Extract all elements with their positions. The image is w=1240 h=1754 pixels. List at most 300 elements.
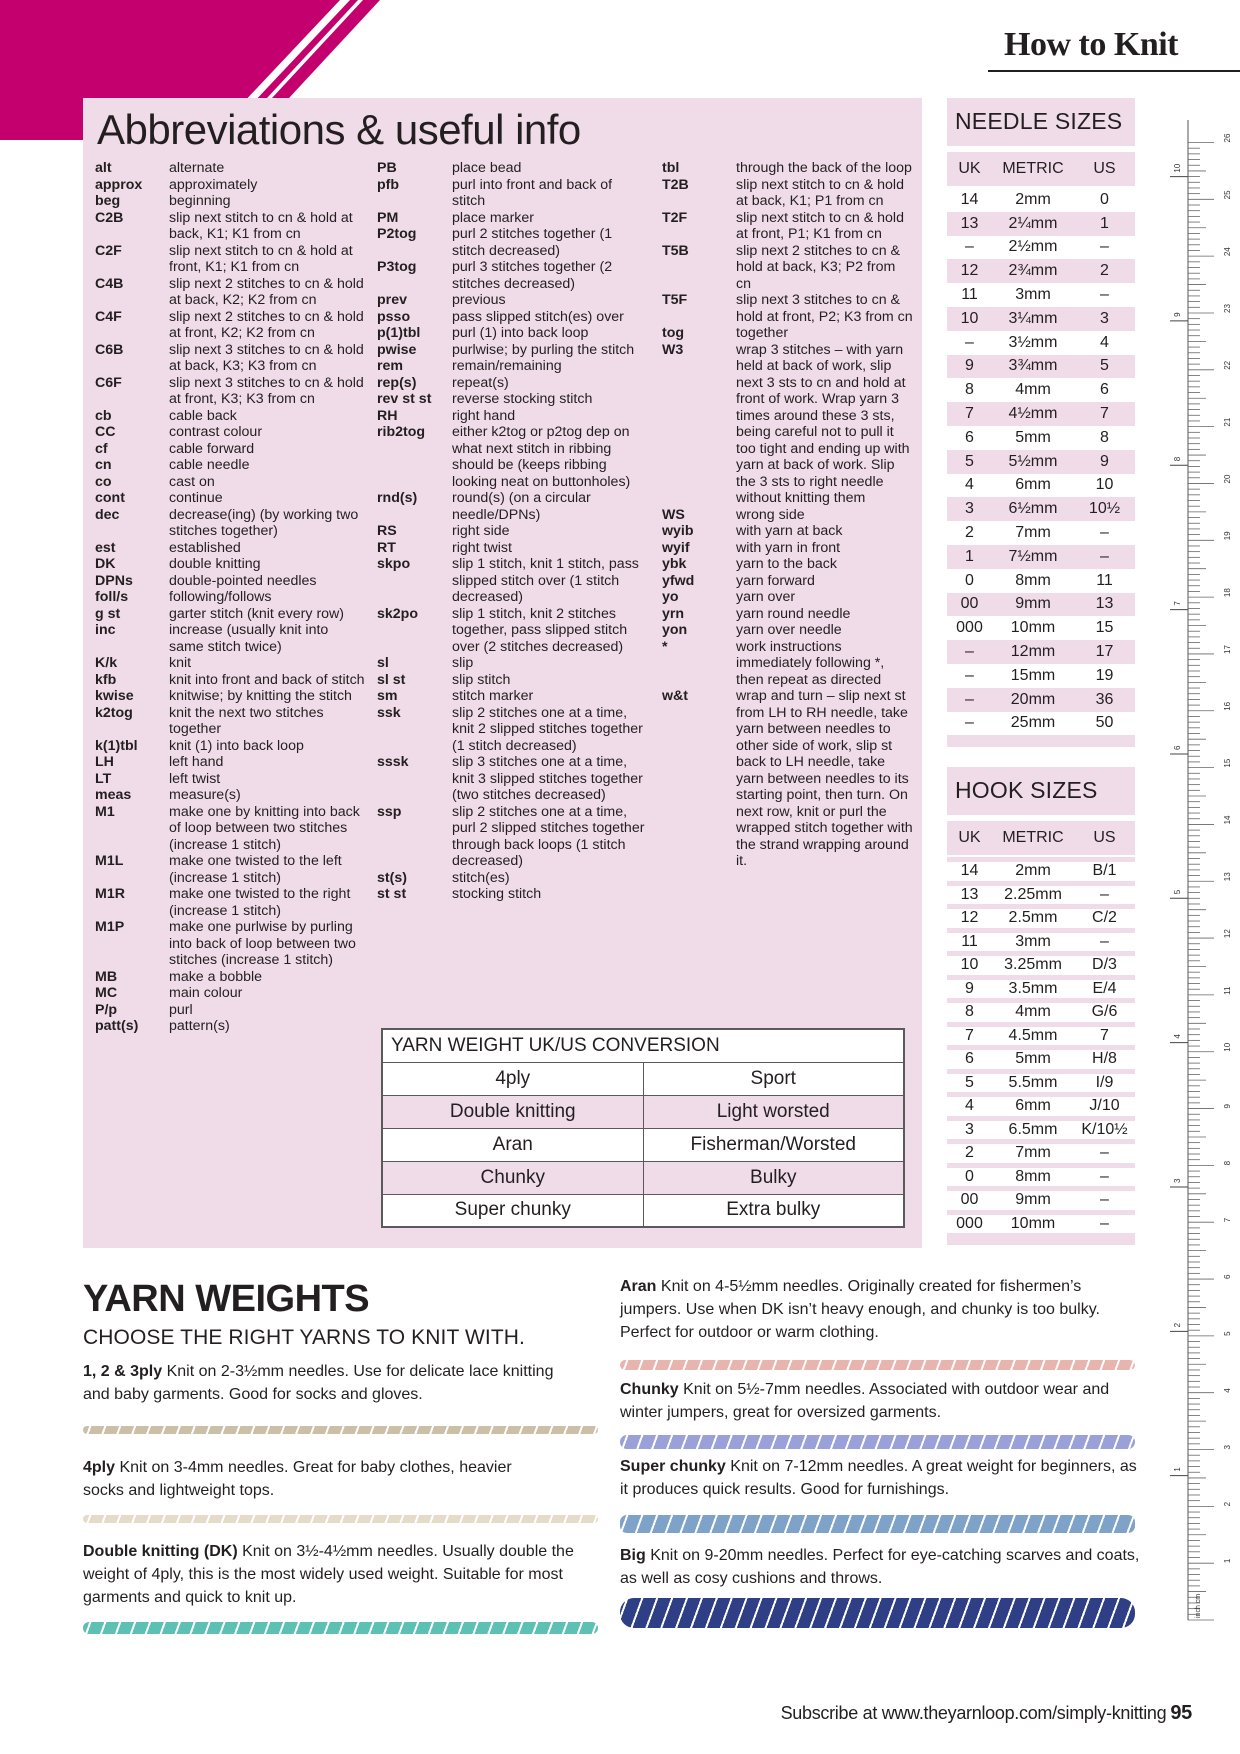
abbreviation-term: DK bbox=[95, 556, 116, 572]
uk-size: 6 bbox=[965, 428, 974, 446]
ruler-cm-label: 14 bbox=[1223, 815, 1232, 825]
uk-size: 11 bbox=[961, 932, 978, 950]
size-row bbox=[947, 474, 1135, 498]
header-rule bbox=[988, 70, 1240, 72]
abbreviations-column-1 bbox=[95, 160, 365, 1035]
us-size: – bbox=[1100, 1214, 1109, 1232]
abbreviation-entry bbox=[377, 226, 647, 259]
abbreviation-entry bbox=[95, 1018, 365, 1035]
yarn-weight-name: Double knitting (DK) bbox=[83, 1543, 238, 1560]
uk-size: 12 bbox=[960, 909, 979, 927]
abbreviation-definition: increase (usually knit into same stitch twice) bbox=[169, 622, 329, 655]
abbreviation-term: C4F bbox=[95, 308, 122, 325]
abbreviation-term: est bbox=[95, 539, 116, 556]
abbreviation-entry bbox=[377, 292, 647, 309]
ruler-cm-label: 12 bbox=[1223, 929, 1232, 939]
yarn-weight-description: Knit on 5½-7mm needles. Associated with outdoor wear and winter jumpers, great for oversized garments. bbox=[620, 1381, 1110, 1421]
size-row bbox=[947, 497, 1135, 521]
abbreviation-definition: purlwise; by purling the stitch bbox=[452, 341, 635, 358]
metric-size: 6mm bbox=[1015, 476, 1051, 494]
hook-sizes-panel bbox=[947, 767, 1135, 1245]
abbreviation-term: sm bbox=[377, 688, 398, 704]
abbreviation-entry bbox=[95, 474, 365, 491]
metric-size: 6.5mm bbox=[1008, 1120, 1058, 1138]
us-size: I/9 bbox=[1095, 1073, 1114, 1091]
abbreviation-term: wyif bbox=[662, 539, 690, 556]
yarn-sample-1-2-3ply bbox=[83, 1426, 598, 1434]
abbreviation-term: C2B bbox=[95, 209, 124, 226]
abbreviation-definition: knit the next two stitches together bbox=[169, 704, 324, 737]
abbreviation-definition: purl into front and back of stitch bbox=[452, 176, 613, 209]
abbreviation-entry bbox=[95, 886, 365, 919]
abbreviation-entry bbox=[662, 210, 914, 243]
size-row bbox=[947, 545, 1135, 569]
us-size: 3 bbox=[1100, 309, 1109, 327]
abbreviation-term: RS bbox=[377, 523, 397, 539]
abbreviation-term: kfb bbox=[95, 671, 117, 688]
abbreviation-entry bbox=[662, 639, 914, 689]
size-row bbox=[947, 1092, 1135, 1116]
metric-size: 4mm bbox=[1015, 1003, 1051, 1021]
abbreviation-term: sl bbox=[377, 655, 389, 671]
abbreviation-definition: slip next 3 stitches to cn & hold at front, P2; K3 from cn bbox=[736, 292, 913, 325]
abbreviation-term: RH bbox=[377, 407, 398, 424]
yarn-sample-big bbox=[620, 1598, 1135, 1628]
yarn-weight-name: Big bbox=[620, 1547, 646, 1564]
abbreviation-definition: pass slipped stitch(es) over bbox=[452, 308, 624, 325]
metric-size: 2¾mm bbox=[1008, 262, 1058, 280]
abbreviation-definition: right twist bbox=[452, 539, 512, 556]
abbreviation-term: MC bbox=[95, 985, 118, 1001]
abbreviation-term: k2tog bbox=[95, 704, 133, 721]
abbreviation-definition: purl bbox=[169, 1001, 193, 1018]
ruler-inch-label: 1 bbox=[1173, 1467, 1182, 1472]
metric-size: 9mm bbox=[1015, 1191, 1051, 1209]
abbreviation-definition: established bbox=[169, 539, 241, 556]
abbreviation-term: C6B bbox=[95, 341, 124, 358]
abbreviation-entry bbox=[95, 589, 365, 606]
abbreviation-term: LT bbox=[95, 770, 112, 787]
abbreviation-entry bbox=[662, 507, 914, 524]
size-row bbox=[947, 998, 1135, 1022]
abbreviation-definition: yarn forward bbox=[736, 572, 815, 589]
abbreviation-definition: left twist bbox=[169, 770, 221, 787]
abbreviation-entry bbox=[95, 507, 365, 540]
abbreviation-entry bbox=[95, 342, 365, 375]
us-size: – bbox=[1100, 932, 1109, 950]
us-size: C/2 bbox=[1092, 909, 1117, 927]
metric-size: 3.25mm bbox=[1004, 956, 1062, 974]
abbreviation-entry bbox=[662, 243, 914, 293]
hook-sizes-title: HOOK SIZES bbox=[947, 767, 1135, 815]
conversion-us-cell: Extra bulky bbox=[643, 1194, 904, 1227]
abbreviation-term: dec bbox=[95, 506, 120, 523]
abbreviation-term: M1P bbox=[95, 919, 125, 935]
abbreviation-entry bbox=[662, 342, 914, 507]
uk-size: – bbox=[965, 714, 974, 732]
ruler-inch-label: 3 bbox=[1173, 1178, 1182, 1183]
abbreviation-term: T2F bbox=[662, 209, 688, 226]
abbreviation-term: T2B bbox=[662, 176, 689, 193]
size-row bbox=[947, 928, 1135, 952]
abbreviation-term: foll/s bbox=[95, 589, 129, 605]
abbreviation-term: P2tog bbox=[377, 226, 417, 242]
us-size: – bbox=[1100, 1167, 1109, 1185]
abbreviation-definition: following/follows bbox=[169, 589, 272, 605]
yarn-weight-description: Knit on 7-12mm needles. A great weight for beginners, as it produces quick results. Good for furnishings. bbox=[620, 1458, 1137, 1498]
yarn-sample-dk bbox=[83, 1622, 598, 1634]
abbreviation-definition: slip next 3 stitches to cn & hold at front, K3; K3 from cn bbox=[169, 374, 364, 407]
size-row bbox=[947, 259, 1135, 283]
abbreviation-entry bbox=[95, 540, 365, 557]
yarn-weight-description: Knit on 4-5½mm needles. Originally created for fishermen’s jumpers. Use when DK isn’t heavy enough, and chunky is too bulky. Perfect for outdoor or warm clothing. bbox=[620, 1278, 1100, 1341]
yarn-weight-item bbox=[83, 1540, 598, 1609]
us-size: 0 bbox=[1100, 190, 1109, 208]
abbreviation-entry bbox=[95, 787, 365, 804]
metric-size: 7½mm bbox=[1008, 547, 1058, 565]
size-row bbox=[947, 1186, 1135, 1210]
abbreviation-term: C4B bbox=[95, 275, 124, 292]
us-size: 4 bbox=[1100, 333, 1109, 351]
abbreviation-definition: yarn to the back bbox=[736, 556, 837, 572]
abbreviation-definition: knit (1) into back loop bbox=[169, 737, 304, 754]
abbreviation-definition: place marker bbox=[452, 209, 535, 226]
ruler-cm-label: 4 bbox=[1223, 1388, 1232, 1393]
abbreviation-term: MB bbox=[95, 968, 118, 985]
abbreviations-column-3 bbox=[662, 160, 914, 870]
metric-size: 2mm bbox=[1015, 190, 1051, 208]
metric-size: 3¾mm bbox=[1008, 357, 1058, 375]
abbreviation-definition: slip next 2 stitches to cn & hold at back, K2; K2 from cn bbox=[169, 275, 364, 308]
conversion-row bbox=[382, 1128, 904, 1161]
abbreviation-entry bbox=[662, 589, 914, 606]
header-uk: UK bbox=[958, 829, 981, 846]
us-size: 10 bbox=[1095, 476, 1114, 494]
abbreviation-term: C6F bbox=[95, 374, 122, 391]
abbreviation-entry bbox=[377, 705, 647, 755]
abbreviation-term: kwise bbox=[95, 688, 134, 704]
abbreviation-definition: slip 2 stitches one at a time, knit 2 slipped stitches together (1 stitch decreased) bbox=[452, 704, 643, 754]
us-size: 9 bbox=[1100, 452, 1109, 470]
yarn-weight-conversion-table bbox=[381, 1028, 905, 1228]
abbreviation-entry bbox=[95, 556, 365, 573]
abbreviation-term: CC bbox=[95, 424, 116, 440]
size-row bbox=[947, 904, 1135, 928]
us-size: 50 bbox=[1095, 714, 1114, 732]
yarn-weight-name: Aran bbox=[620, 1278, 657, 1295]
abbreviation-entry bbox=[377, 309, 647, 326]
abbreviation-term: meas bbox=[95, 787, 132, 803]
metric-size: 3mm bbox=[1015, 286, 1051, 304]
ruler-cm-label: 21 bbox=[1223, 417, 1232, 427]
metric-size: 20mm bbox=[1010, 690, 1056, 708]
abbreviation-term: psso bbox=[377, 308, 411, 325]
abbreviation-term: RT bbox=[377, 539, 396, 556]
ruler-cm-label: 10 bbox=[1223, 1042, 1232, 1052]
ruler-inch-label: 4 bbox=[1173, 1034, 1182, 1039]
abbreviation-term: C2F bbox=[95, 242, 122, 259]
metric-size: 2¼mm bbox=[1008, 214, 1058, 232]
abbreviation-term: pwise bbox=[377, 341, 417, 358]
us-size: 15 bbox=[1095, 619, 1114, 637]
abbreviation-term: PM bbox=[377, 209, 399, 226]
conversion-us-cell: Light worsted bbox=[643, 1095, 904, 1128]
subscribe-link[interactable]: Subscribe at www.theyarnloop.com/simply-knitting bbox=[780, 1703, 1167, 1723]
size-row bbox=[947, 331, 1135, 355]
size-row bbox=[947, 1045, 1135, 1069]
abbreviation-entry bbox=[377, 325, 647, 342]
abbreviation-definition: right side bbox=[452, 523, 510, 539]
ruler-cm-label: 20 bbox=[1223, 474, 1232, 484]
abbreviation-definition: knit into front and back of stitch bbox=[169, 671, 365, 688]
size-row bbox=[947, 283, 1135, 307]
ruler-cm-label: 7 bbox=[1223, 1217, 1232, 1223]
abbreviation-definition: stitch marker bbox=[452, 688, 534, 704]
yarn-weight-item bbox=[620, 1275, 1140, 1344]
metric-size: 8mm bbox=[1015, 571, 1051, 589]
uk-size: 7 bbox=[965, 405, 974, 423]
abbreviation-definition: wrong side bbox=[736, 506, 805, 523]
abbreviation-entry bbox=[377, 540, 647, 557]
abbreviation-entry bbox=[377, 490, 647, 523]
us-size: 1 bbox=[1100, 214, 1109, 232]
yarn-weight-name: 4ply bbox=[83, 1459, 116, 1476]
abbreviation-definition: knit bbox=[169, 655, 192, 671]
uk-size: – bbox=[965, 333, 974, 351]
uk-size: – bbox=[965, 643, 974, 661]
abbreviation-term: approx bbox=[95, 176, 143, 193]
metric-size: 6mm bbox=[1015, 1097, 1051, 1115]
abbreviation-entry bbox=[377, 556, 647, 606]
abbreviation-definition: cable forward bbox=[169, 440, 255, 457]
needle-sizes-panel bbox=[947, 98, 1135, 747]
us-size: 2 bbox=[1100, 262, 1109, 280]
metric-size: 8mm bbox=[1015, 1167, 1051, 1185]
uk-size: 5 bbox=[965, 1073, 974, 1091]
abbreviation-entry bbox=[377, 655, 647, 672]
abbreviation-definition: purl 2 stitches together (1 stitch decreased) bbox=[452, 226, 613, 259]
abbreviation-definition: make one purlwise by purling into back of loop between two stitches (increase 1 stitch) bbox=[169, 919, 356, 968]
abbreviation-entry bbox=[662, 160, 914, 177]
size-row bbox=[947, 975, 1135, 999]
ruler-cm-label: 13 bbox=[1223, 872, 1232, 882]
us-size: B/1 bbox=[1092, 862, 1117, 880]
abbreviation-entry bbox=[95, 919, 365, 969]
metric-size: 10mm bbox=[1010, 619, 1056, 637]
abbreviation-term: cf bbox=[95, 440, 108, 457]
yarn-sample-aran bbox=[620, 1360, 1135, 1370]
abbreviation-entry bbox=[95, 804, 365, 854]
conversion-uk-cell: Aran bbox=[382, 1128, 643, 1161]
size-row bbox=[947, 712, 1135, 736]
abbreviation-definition: wrap and turn – slip next st from LH to RH needle, take yarn between needles to other side of work, slip st back to LH needle, take yarn between needles to its starting point, then turn. On next row, knit or purl the wrapped stitch together with the strand wrapping around it. bbox=[736, 688, 913, 869]
metric-size: 5mm bbox=[1015, 428, 1051, 446]
size-row bbox=[947, 1163, 1135, 1187]
metric-size: 5½mm bbox=[1008, 452, 1058, 470]
abbreviation-definition: through the back of the loop bbox=[736, 160, 912, 176]
abbreviation-entry bbox=[662, 688, 914, 870]
abbreviation-definition: slip next stitch to cn & hold at front, K1; K1 from cn bbox=[169, 242, 353, 275]
ruler-cm-label: 11 bbox=[1223, 986, 1232, 995]
abbreviation-entry bbox=[662, 177, 914, 210]
abbreviation-term: sk2po bbox=[377, 605, 419, 622]
abbreviation-entry bbox=[377, 754, 647, 804]
header-uk: UK bbox=[958, 160, 981, 177]
size-row bbox=[947, 402, 1135, 426]
abbreviation-term: rib2tog bbox=[377, 424, 426, 440]
us-size: 19 bbox=[1095, 666, 1114, 684]
size-row bbox=[947, 688, 1135, 712]
uk-size: 1 bbox=[965, 547, 974, 565]
abbreviation-definition: double knitting bbox=[169, 556, 261, 572]
abbreviation-term: st(s) bbox=[377, 869, 407, 886]
abbreviation-definition: work instructions immediately following *, then repeat as directed bbox=[736, 638, 885, 688]
abbreviation-entry bbox=[95, 771, 365, 788]
metric-size: 2mm bbox=[1015, 862, 1051, 880]
abbreviation-definition: slip 1 stitch, knit 2 stitches together, pass slipped stitch over (2 stitches decreased) bbox=[452, 605, 628, 655]
uk-size: – bbox=[965, 690, 974, 708]
ruler-cm-label: 15 bbox=[1223, 758, 1232, 768]
abbreviation-definition: repeat(s) bbox=[452, 374, 509, 391]
abbreviation-definition: cable back bbox=[169, 407, 237, 424]
conversion-uk-cell: Double knitting bbox=[382, 1095, 643, 1128]
abbreviation-definition: yarn over bbox=[736, 589, 796, 605]
abbreviation-term: beg bbox=[95, 193, 121, 209]
abbreviation-term: g st bbox=[95, 605, 121, 622]
abbreviation-definition: yarn over needle bbox=[736, 622, 842, 638]
abbreviation-definition: slip next stitch to cn & hold at front, P1; K1 from cn bbox=[736, 209, 904, 242]
abbreviation-term: alt bbox=[95, 160, 112, 176]
abbreviation-entry bbox=[95, 210, 365, 243]
ruler-cm-label: 26 bbox=[1223, 133, 1232, 143]
size-row bbox=[947, 426, 1135, 450]
size-row bbox=[947, 1116, 1135, 1140]
abbreviation-definition: slip bbox=[452, 655, 474, 671]
abbreviation-term: co bbox=[95, 473, 112, 490]
ruler-inch-label: 9 bbox=[1173, 312, 1182, 317]
abbreviation-definition: slip next 2 stitches to cn & hold at front, K2; K2 from cn bbox=[169, 308, 364, 341]
abbreviation-term: st st bbox=[377, 886, 407, 902]
abbreviation-definition: contrast colour bbox=[169, 424, 263, 440]
uk-size: 000 bbox=[956, 619, 983, 637]
abbreviation-definition: slip 3 stitches one at a time, knit 3 slipped stitches together (two stitches decreased) bbox=[452, 754, 643, 803]
ruler-cm-label: 19 bbox=[1223, 531, 1232, 541]
abbreviation-entry bbox=[95, 193, 365, 210]
abbreviation-definition: beginning bbox=[169, 193, 231, 209]
yarn-weight-item bbox=[620, 1378, 1140, 1424]
abbreviation-term: yrn bbox=[662, 605, 685, 622]
size-row bbox=[947, 569, 1135, 593]
abbreviation-definition: slip next 2 stitches to cn & hold at back, K3; P2 from cn bbox=[736, 242, 901, 292]
metric-size: 12mm bbox=[1010, 643, 1056, 661]
abbreviation-entry bbox=[95, 276, 365, 309]
abbreviation-term: rem bbox=[377, 358, 404, 374]
uk-size: 14 bbox=[960, 190, 979, 208]
abbreviation-entry bbox=[95, 705, 365, 738]
ruler-cm-label: 17 bbox=[1223, 645, 1232, 654]
yarn-weights-title: YARN WEIGHTS bbox=[83, 1278, 370, 1320]
conversion-uk-cell: Super chunky bbox=[382, 1194, 643, 1227]
abbreviation-entry bbox=[377, 886, 647, 903]
abbreviation-term: * bbox=[662, 638, 668, 655]
uk-size: 2 bbox=[965, 1144, 974, 1162]
abbreviation-term: patt(s) bbox=[95, 1018, 139, 1034]
abbreviation-term: tbl bbox=[662, 160, 680, 176]
conversion-row bbox=[382, 1161, 904, 1194]
yarn-weight-name: 1, 2 & 3ply bbox=[83, 1363, 163, 1380]
abbreviation-definition: with yarn at back bbox=[736, 523, 843, 539]
yarn-weight-item bbox=[620, 1455, 1140, 1501]
abbreviation-entry bbox=[377, 606, 647, 656]
abbreviation-term: pfb bbox=[377, 176, 400, 193]
abbreviation-entry bbox=[95, 738, 365, 755]
size-row bbox=[947, 1022, 1135, 1046]
uk-size: 4 bbox=[965, 1097, 974, 1115]
abbreviation-definition: reverse stocking stitch bbox=[452, 391, 593, 407]
abbreviation-term: W3 bbox=[662, 341, 684, 358]
abbreviation-definition: slip stitch bbox=[452, 671, 511, 688]
abbreviation-definition: slip next stitch to cn & hold at back, K1; P1 from cn bbox=[736, 176, 904, 209]
abbreviation-entry bbox=[377, 259, 647, 292]
metric-size: 3.5mm bbox=[1008, 979, 1058, 997]
abbreviation-term: ssp bbox=[377, 803, 402, 820]
abbreviation-entry bbox=[95, 655, 365, 672]
abbreviation-term: wyib bbox=[662, 523, 694, 539]
us-size: H/8 bbox=[1092, 1050, 1117, 1068]
abbreviation-term: rep(s) bbox=[377, 374, 417, 391]
ruler-cm-label: 18 bbox=[1223, 588, 1232, 598]
abbreviation-definition: purl (1) into back loop bbox=[452, 325, 589, 341]
metric-size: 6½mm bbox=[1008, 500, 1058, 518]
abbreviation-entry bbox=[662, 622, 914, 639]
us-size: 8 bbox=[1100, 428, 1109, 446]
abbreviation-term: p(1)tbl bbox=[377, 325, 421, 341]
size-row bbox=[947, 188, 1135, 212]
metric-size: 10mm bbox=[1010, 1214, 1056, 1232]
abbreviation-term: PB bbox=[377, 160, 397, 176]
conversion-row bbox=[382, 1194, 904, 1227]
header-us: US bbox=[1093, 160, 1116, 177]
ruler-cm-label: 9 bbox=[1223, 1104, 1232, 1109]
metric-size: 3mm bbox=[1015, 932, 1051, 950]
abbreviation-entry bbox=[662, 573, 914, 590]
metric-size: 2.5mm bbox=[1008, 909, 1058, 927]
metric-size: 3¼mm bbox=[1008, 309, 1058, 327]
abbreviations-title: Abbreviations & useful info bbox=[97, 106, 581, 153]
metric-size: 7mm bbox=[1015, 1144, 1051, 1162]
yarn-weight-description: Knit on 2-3½mm needles. Use for delicate lace knitting and baby garments. Good for socks and gloves. bbox=[83, 1363, 554, 1403]
us-size: 36 bbox=[1095, 690, 1114, 708]
ruler-cm-label: 6 bbox=[1223, 1274, 1232, 1280]
abbreviation-term: k(1)tbl bbox=[95, 737, 138, 754]
abbreviation-entry bbox=[377, 804, 647, 870]
abbreviation-term: yon bbox=[662, 622, 688, 638]
abbreviation-definition: approximately bbox=[169, 176, 258, 193]
abbreviation-definition: wrap 3 stitches – with yarn held at back of work, slip next 3 sts to cn and hold at front of work. Wrap yarn 3 times around these 3 sts, being careful not to pull it too tight and ending up with yarn at back of work. Slip the 3 sts to right needle without knitting them bbox=[736, 341, 910, 506]
abbreviation-entry bbox=[662, 292, 914, 325]
ruler-cm-label: 24 bbox=[1223, 247, 1232, 257]
yarn-sample-4ply bbox=[83, 1515, 598, 1523]
uk-size: 00 bbox=[960, 595, 979, 613]
abbreviation-definition: right hand bbox=[452, 407, 516, 424]
abbreviation-entry bbox=[662, 325, 914, 342]
size-row bbox=[947, 881, 1135, 905]
ruler-cm-label: 1 bbox=[1223, 1558, 1232, 1564]
abbreviation-entry bbox=[662, 540, 914, 557]
abbreviation-term: P/p bbox=[95, 1001, 118, 1018]
abbreviation-entry bbox=[95, 441, 365, 458]
us-size: – bbox=[1100, 885, 1109, 903]
